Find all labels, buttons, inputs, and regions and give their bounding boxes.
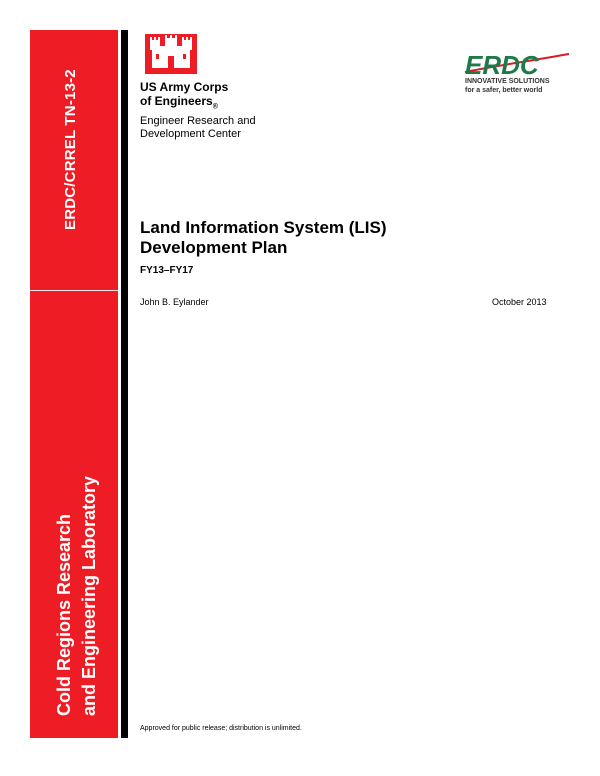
erdc-logo-text: ERDC — [465, 50, 539, 78]
release-statement: Approved for public release; distribution is unlimited. — [140, 725, 302, 732]
usace-line1: US Army Corps — [140, 80, 229, 94]
report-id: ERDC/CRREL TN-13-2 — [62, 69, 79, 230]
registered-mark: ® — [212, 103, 218, 111]
band-divider — [30, 290, 118, 291]
document-title-line2: Development Plan — [140, 238, 288, 257]
lab-name-line2: and Engineering Laboratory — [79, 475, 99, 716]
lab-name-line1: Cold Regions Research — [54, 513, 74, 716]
usace-line4: Development Center — [140, 128, 241, 141]
usace-line2: of Engineers$_®$ — [140, 94, 218, 111]
erdc-logo — [463, 48, 571, 78]
usace-line3: Engineer Research and — [140, 115, 256, 128]
black-vertical-bar — [121, 30, 128, 738]
erdc-tagline-1: INNOVATIVE SOLUTIONS — [465, 78, 550, 85]
usace-castle-logo-icon — [145, 34, 197, 74]
document-subtitle: FY13–FY17 — [140, 265, 194, 276]
author-name: John B. Eylander — [140, 297, 209, 307]
erdc-tagline-2: for a safer, better world — [465, 87, 543, 94]
document-title-line1: Land Information System (LIS) — [140, 218, 387, 237]
publication-date: October 2013 — [492, 297, 547, 307]
usace-name-block — [140, 80, 256, 141]
